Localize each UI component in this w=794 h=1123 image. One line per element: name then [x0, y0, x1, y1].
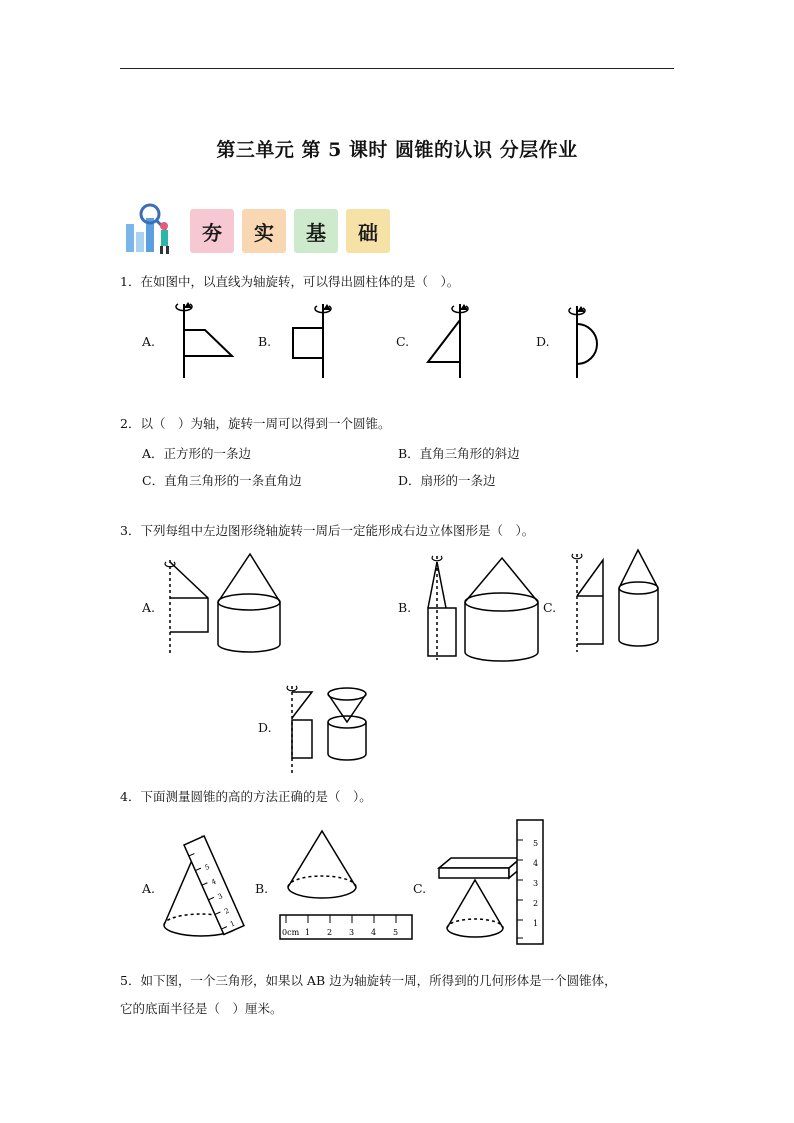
q4-option-b-label: B. [255, 881, 269, 896]
question-3-text: 3．下列每组中左边图形绕轴旋转一周后一定能形成右边立体图形是（ ）。 [120, 523, 535, 538]
q4-option-c-label: C. [413, 881, 427, 896]
q3-option-a-label: A. [142, 600, 156, 615]
q4-figure-a [160, 825, 270, 945]
ruler-tick-2: 2 [327, 928, 333, 937]
q3-option-b-label: B. [398, 600, 412, 615]
banner-tile-2: 实 [242, 209, 286, 253]
svg-text:1: 1 [533, 919, 539, 928]
q1-figure-a [170, 300, 250, 380]
study-icon [120, 200, 184, 260]
q3-figure-b [420, 548, 540, 668]
q2-option-d: D．扇形的一条边 [398, 473, 496, 488]
question-1-text: 1．在如图中，以直线为轴旋转，可以得出圆柱体的是（ ）。 [120, 274, 460, 289]
q1-option-d-label: D. [536, 334, 550, 349]
banner-tile-4: 础 [346, 209, 390, 253]
banner-tile-3: 基 [294, 209, 338, 253]
q1-option-c-label: C. [396, 334, 410, 349]
q1-option-a-label: A. [142, 334, 156, 349]
page-title: 第三单元 第 5 课时 圆锥的认识 分层作业 [216, 139, 578, 161]
q3-option-c-label: C. [543, 600, 557, 615]
svg-text:4: 4 [533, 859, 539, 868]
q3-figure-c [568, 548, 668, 658]
q1-figure-b [285, 300, 345, 380]
question-2-text: 2．以（ ）为轴，旋转一周可以得到一个圆锥。 [120, 416, 391, 431]
ruler-tick-3: 3 [349, 928, 355, 937]
svg-text:2: 2 [223, 906, 231, 916]
svg-text:1: 1 [228, 919, 237, 929]
ruler-tick-4: 4 [371, 928, 377, 937]
question-5-line-1: 5．如下图，一个三角形，如果以 AB 边为轴旋转一周，所得到的几何形体是一个圆锥体， [120, 973, 617, 988]
ruler-tick-1: 1 [305, 928, 311, 937]
q3-figure-d [282, 680, 382, 780]
q1-figure-d [563, 300, 623, 380]
svg-text:5: 5 [203, 862, 212, 872]
q3-option-d-label: D. [258, 720, 272, 735]
q4-option-a-label: A. [142, 881, 156, 896]
svg-text:3: 3 [216, 892, 225, 902]
svg-text:5: 5 [533, 839, 539, 848]
svg-text:3: 3 [533, 879, 539, 888]
question-4-text: 4．下面测量圆锥的高的方法正确的是（ ）。 [120, 789, 372, 804]
svg-text:4: 4 [210, 877, 218, 887]
question-5-line-2: 它的底面半径是（ ）厘米。 [120, 1001, 283, 1016]
ruler-tick-5: 5 [393, 928, 399, 937]
svg-text:2: 2 [533, 899, 539, 908]
q1-figure-c [420, 300, 480, 380]
q3-figure-a [160, 550, 290, 660]
q1-option-b-label: B. [258, 334, 272, 349]
section-banner [120, 200, 400, 260]
q2-option-c: C．直角三角形的一条直角边 [142, 473, 302, 488]
q4-figure-b [278, 825, 428, 945]
banner-tile-1: 夯 [190, 209, 234, 253]
q2-option-b: B．直角三角形的斜边 [398, 446, 520, 461]
q2-option-a: A．正方形的一条边 [142, 446, 252, 461]
ruler-tick-0: 0cm [282, 928, 300, 937]
header-rule [120, 68, 674, 69]
q4-figure-c [435, 818, 555, 948]
